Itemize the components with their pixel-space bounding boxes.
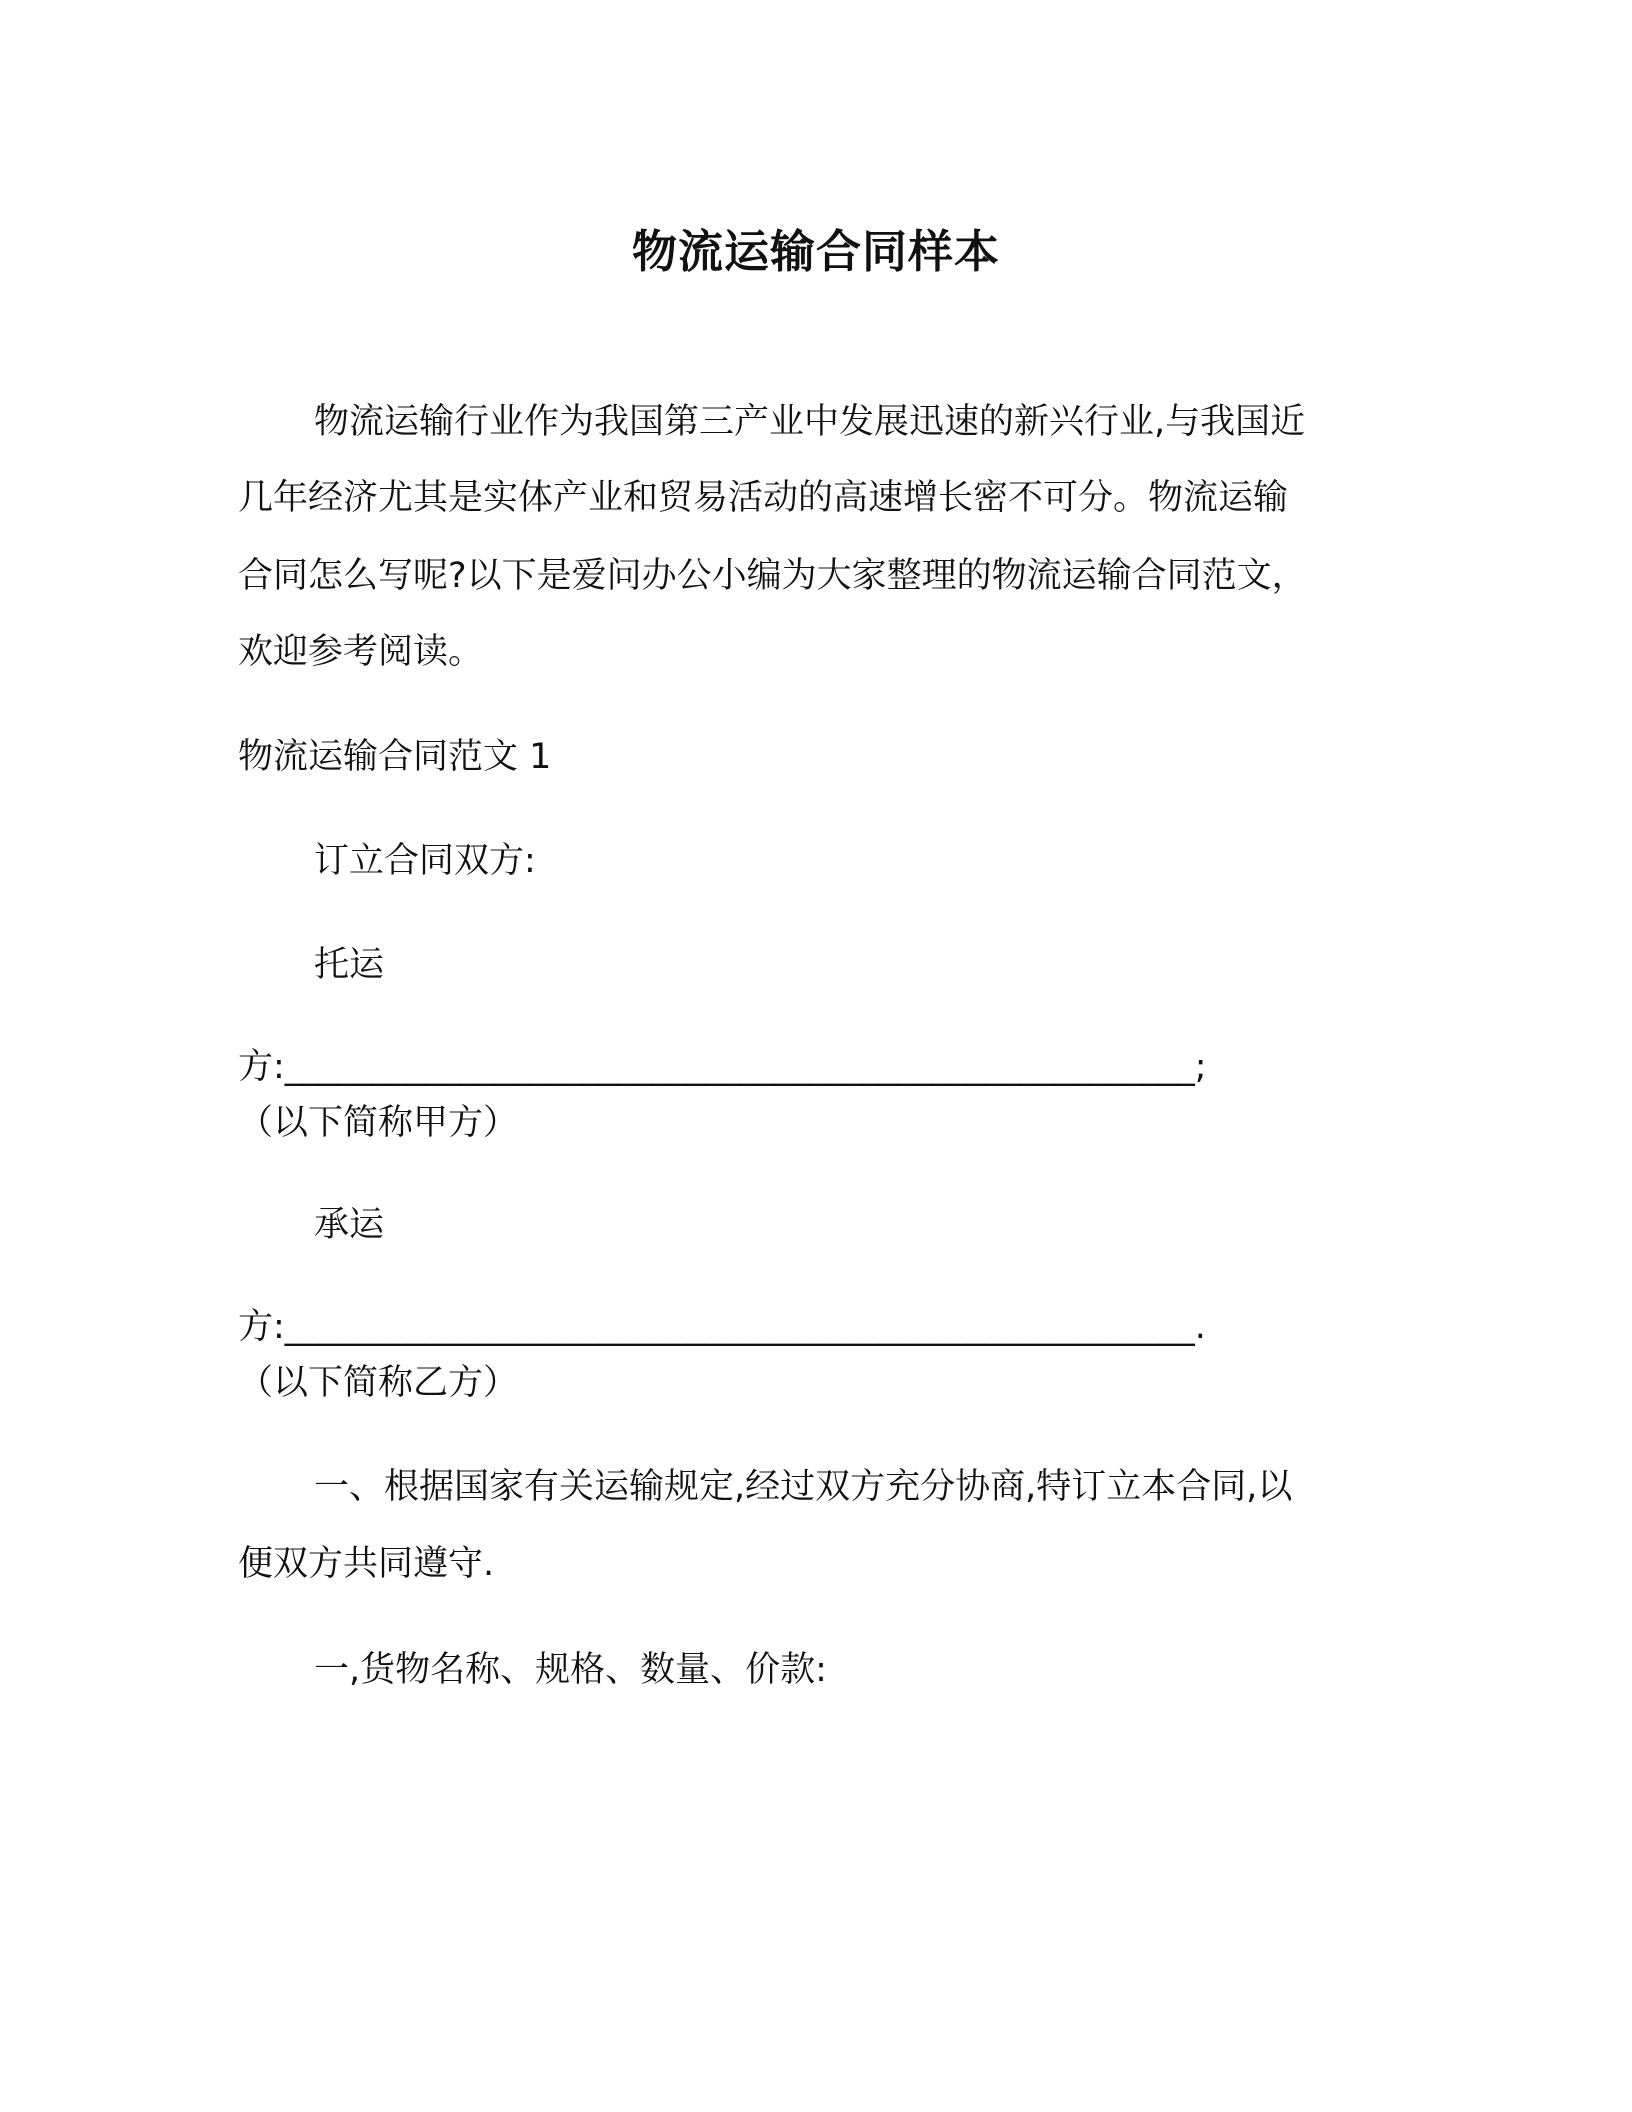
clause-line: 一、根据国家有关运输规定,经过双方充分协商,特订立本合同,以 [314,1467,1293,1507]
parties-heading: 订立合同双方: [314,841,536,881]
goods-heading: 一,货物名称、规格、数量、价款: [314,1650,827,1690]
sample-heading: 物流运输合同范文 1 [238,737,552,777]
document-title: 物流运输合同样本 [631,225,1000,278]
carrier-label-suffix: 方: [238,1307,285,1347]
consignor-note: （以下简称甲方） [238,1103,519,1143]
clause-line: 便双方共同遵守. [238,1544,495,1584]
intro-line: 欢迎参考阅读。 [238,632,484,672]
intro-line: 几年经济尤其是实体产业和贸易活动的高速增长密不可分。物流运输 [238,478,1289,518]
consignor-label: 托运 [314,945,385,985]
carrier-fill-blank: ____________________________________________________. [284,1307,1206,1347]
consignor-label-suffix: 方: [238,1047,285,1087]
carrier-blank-line [238,1300,1378,1354]
consignor-blank-line [238,1040,1378,1094]
intro-line: 合同怎么写呢?以下是爱问办公小编为大家整理的物流运输合同范文， [238,556,1307,596]
carrier-label: 承运 [314,1205,385,1245]
carrier-note: （以下简称乙方） [238,1363,519,1403]
intro-line: 物流运输行业作为我国第三产业中发展迅速的新兴行业,与我国近 [314,402,1306,442]
consignor-fill-blank: ____________________________________________________; [284,1047,1207,1087]
